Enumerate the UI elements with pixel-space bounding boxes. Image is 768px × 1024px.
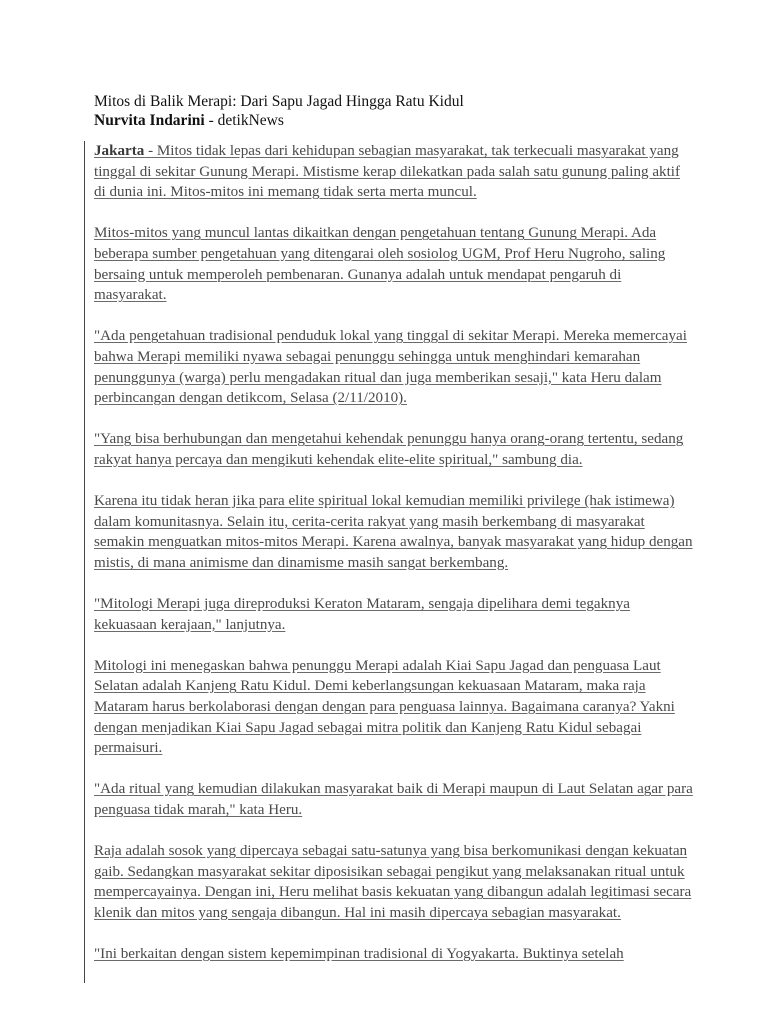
paragraph-9: Raja adalah sosok yang dipercaya sebagai satu-satunya yang bisa berkomunikasi dengan kekuatan gaib. Sedangkan masyarakat sekitar diposisikan sebagai pengikut yang melaksanakan ritual untuk mempercayainya. Dengan ini, Heru melihat basis kekuatan yang dibangun adalah legitimasi secara klenik dan mitos yang sengaja dibangun. Hal ini masih dipercaya sebagian masyarakat. xyxy=(94,843,692,921)
author-name: Nurvita Indarini xyxy=(94,112,205,129)
paragraph-10: "Ini berkaitan dengan sistem kepemimpinan tradisional di Yogyakarta. Buktinya setelah xyxy=(94,946,624,963)
paragraph-5: Karena itu tidak heran jika para elite spiritual lokal kemudian memiliki privilege (hak istimewa) dalam komunitasnya. Selain itu, cerita-cerita rakyat yang masih berkembang di masyarakat semakin menguatkan mitos-mitos Merapi. Karena awalnya, banyak masyarakat yang hidup dengan mistis, di mana animisme dan dinamisme masih sangat berkembang. xyxy=(94,493,693,571)
paragraph-1 xyxy=(94,141,694,203)
paragraph-4: "Yang bisa berhubungan dan mengetahui kehendak penunggu hanya orang-orang tertentu, sedang rakyat hanya percaya dan mengikuti kehendak elite-elite spiritual," sambung dia. xyxy=(94,431,684,468)
lead-text: - Mitos tidak lepas dari kehidupan sebagian masyarakat, tak terkecuali masyarakat yang tinggal di sekitar Gunung Merapi. Mistisme kerap dilekatkan pada salah satu gunung paling aktif di dunia ini. Mitos-mitos ini memang tidak serta merta muncul. xyxy=(94,143,681,201)
article-title: Mitos di Balik Merapi: Dari Sapu Jagad Hingga Ratu Kidul xyxy=(94,93,464,110)
paragraph-3: "Ada pengetahuan tradisional penduduk lokal yang tinggal di sekitar Merapi. Mereka memercayai bahwa Merapi memiliki nyawa sebagai penunggu sehingga untuk menghindari kemarahan penunggunya (warga) perlu mengadakan ritual dan juga memberikan sesaji," kata Heru dalam perbincangan dengan detikcom, Selasa (2/11/2010). xyxy=(94,328,687,407)
byline xyxy=(94,111,694,130)
article-body xyxy=(84,141,694,983)
article-header xyxy=(94,92,694,130)
paragraph-6: "Mitologi Merapi juga direproduksi Keraton Mataram, sengaja dipelihara demi tegaknya kekuasaan kerajaan," lanjutnya. xyxy=(94,596,630,633)
paragraph-8: "Ada ritual yang kemudian dilakukan masyarakat baik di Merapi maupun di Laut Selatan agar para penguasa tidak marah," kata Heru. xyxy=(94,781,693,818)
news-source: - detikNews xyxy=(204,112,284,129)
paragraph-2: Mitos-mitos yang muncul lantas dikaitkan dengan pengetahuan tentang Gunung Merapi. Ada beberapa sumber pengetahuan yang ditengarai oleh sosiolog UGM, Prof Heru Nugroho, saling bersaing untuk memperoleh pembenaran. Gunanya adalah untuk mendapat pengaruh di masyarakat. xyxy=(94,225,666,304)
dateline: Jakarta xyxy=(94,143,145,159)
paragraph-7: Mitologi ini menegaskan bahwa penunggu Merapi adalah Kiai Sapu Jagad dan penguasa Laut Selatan adalah Kanjeng Ratu Kidul. Demi keberlangsungan kekuasaan Mataram, maka raja Mataram harus berkolaborasi dengan dengan para penguasa lainnya. Bagaimana caranya? Yakni dengan menjadikan Kiai Sapu Jagad sebagai mitra politik dan Kanjeng Ratu Kidul sebagai permaisuri. xyxy=(94,657,675,757)
